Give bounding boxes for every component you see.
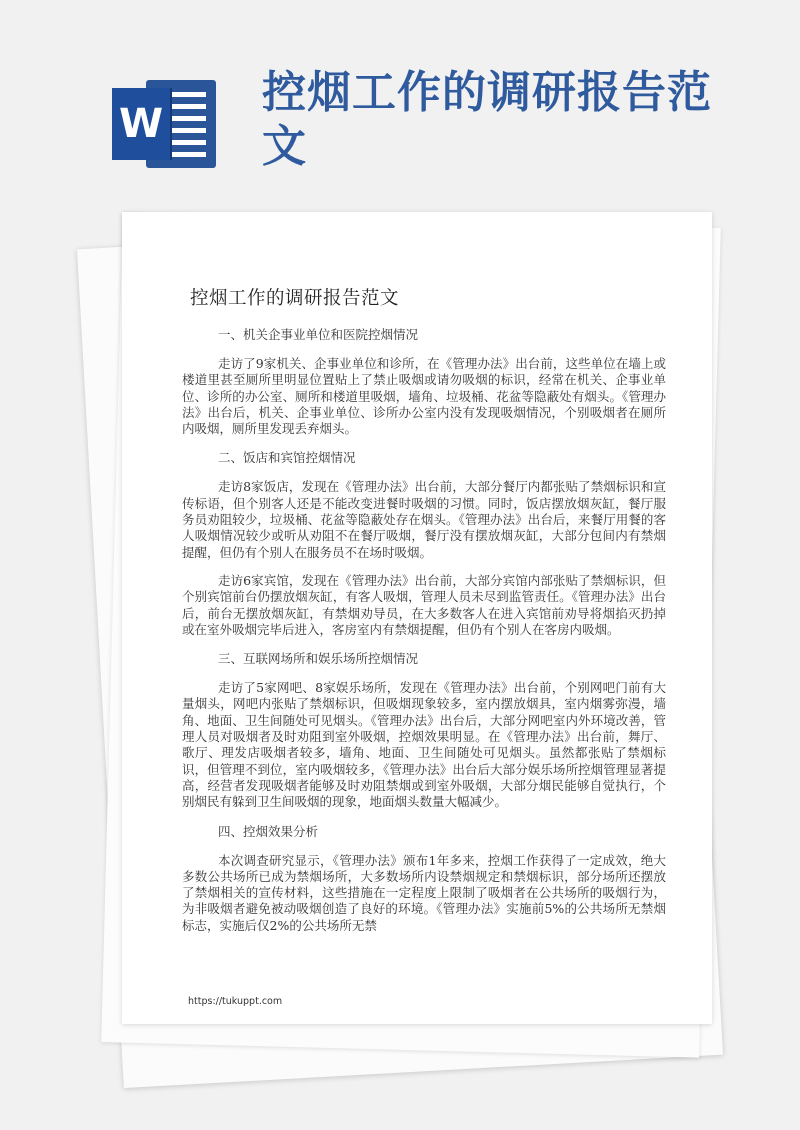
word-icon-line xyxy=(172,128,206,133)
banner-title: 控烟工作的调研报告范文 xyxy=(262,67,712,172)
word-icon-letter: W xyxy=(112,88,170,160)
body-paragraph: 走访8家饭店，发现在《管理办法》出台前，大部分餐厅内都张贴了禁烟标识和宣传标语，但个别客人还是不能改变进餐时吸烟的习惯。同时，饭店摆放烟灰缸，餐厅服务员劝阻较少，垃圾桶、花盆等隐蔽处存在烟头。《管理办法》出台后，来餐厅用餐的客人吸烟情况较少或听从劝阻不在餐厅吸烟，餐厅没有摆放烟灰缸，大部分包间内有禁烟提醒，但仍有个别人在服务员不在场时吸烟。 xyxy=(182,479,666,560)
word-icon-line xyxy=(172,104,206,109)
body-paragraph: 本次调查研究显示，《管理办法》颁布1年多来，控烟工作获得了一定成效，绝大多数公共场所已成为禁烟场所，大多数场所内设禁烟规定和禁烟标识，部分场所还摆放了禁烟相关的宣传材料，这些措施在一定程度上限制了吸烟者在公共场所的吸烟行为，为非吸烟者避免被动吸烟创造了良好的环境。《管理办法》实施前5%的公共场所无禁烟标志，实施后仅2%的公共场所无禁 xyxy=(182,852,666,933)
footer-url[interactable]: https://tukuppt.com xyxy=(188,996,283,1007)
body-paragraph: 走访了9家机关、企事业单位和诊所，在《管理办法》出台前，这些单位在墙上或楼道里甚至厕所里明显位置贴上了禁止吸烟或请勿吸烟的标识，经常在机关、企事业单位、诊所的办公室、厕所和楼道里吸烟，墙角、垃圾桶、花盆等隐蔽处有烟头。《管理办法》出台后，机关、企事业单位、诊所办公室内没有发现吸烟情况，个别吸烟者在厕所内吸烟，厕所里发现丢弃烟头。 xyxy=(182,356,666,437)
document-body xyxy=(182,326,666,946)
section-heading: 四、控烟效果分析 xyxy=(218,823,319,839)
body-paragraph: 走访了5家网吧、8家娱乐场所，发现在《管理办法》出台前，个别网吧门前有大量烟头，网吧内张贴了禁烟标识，但吸烟现象较多，室内摆放烟具，室内烟雾弥漫，墙角、地面、卫生间随处可见烟头。《管理办法》出台后，大部分网吧室内外环境改善，管理人员对吸烟者及时劝阻到室外吸烟，控烟效果明显。在《管理办法》出台前，舞厅、歌厅、理发店吸烟者较多，墙角、地面、卫生间随处可见烟头。虽然都张贴了禁烟标识，但管理不到位，室内吸烟较多，《管理办法》出台后大部分娱乐场所控烟管理显著提高，经营者发现吸烟者能够及时劝阻禁烟或到室外吸烟，大部分烟民能够自觉执行，个别烟民有躲到卫生间吸烟的现象，地面烟头数量大幅减少。 xyxy=(182,680,666,810)
document-page xyxy=(122,212,712,1024)
header-banner xyxy=(0,0,800,200)
word-icon-line xyxy=(172,140,206,145)
word-icon-line xyxy=(172,116,206,121)
word-icon-line xyxy=(172,92,206,97)
section-heading: 一、机关企事业单位和医院控烟情况 xyxy=(218,327,419,342)
section-heading: 二、饭店和宾馆控烟情况 xyxy=(218,450,356,466)
section-heading: 三、互联网场所和娱乐场所控烟情况 xyxy=(218,651,419,667)
word-icon-line xyxy=(172,152,206,157)
document-title: 控烟工作的调研报告范文 xyxy=(190,288,400,309)
word-document-icon xyxy=(112,80,216,168)
body-paragraph: 走访6家宾馆，发现在《管理办法》出台前，大部分宾馆内部张贴了禁烟标识，但个别宾馆前台仍摆放烟灰缸，有客人吸烟，管理人员未尽到监管责任。《管理办法》出台后，前台无摆放烟灰缸，有禁烟劝导员，在大多数客人在进入宾馆前劝导将烟掐灭扔掉或在室外吸烟完毕后进入，客房室内有禁烟提醒，但仍有个别人在客房内吸烟。 xyxy=(182,572,666,637)
